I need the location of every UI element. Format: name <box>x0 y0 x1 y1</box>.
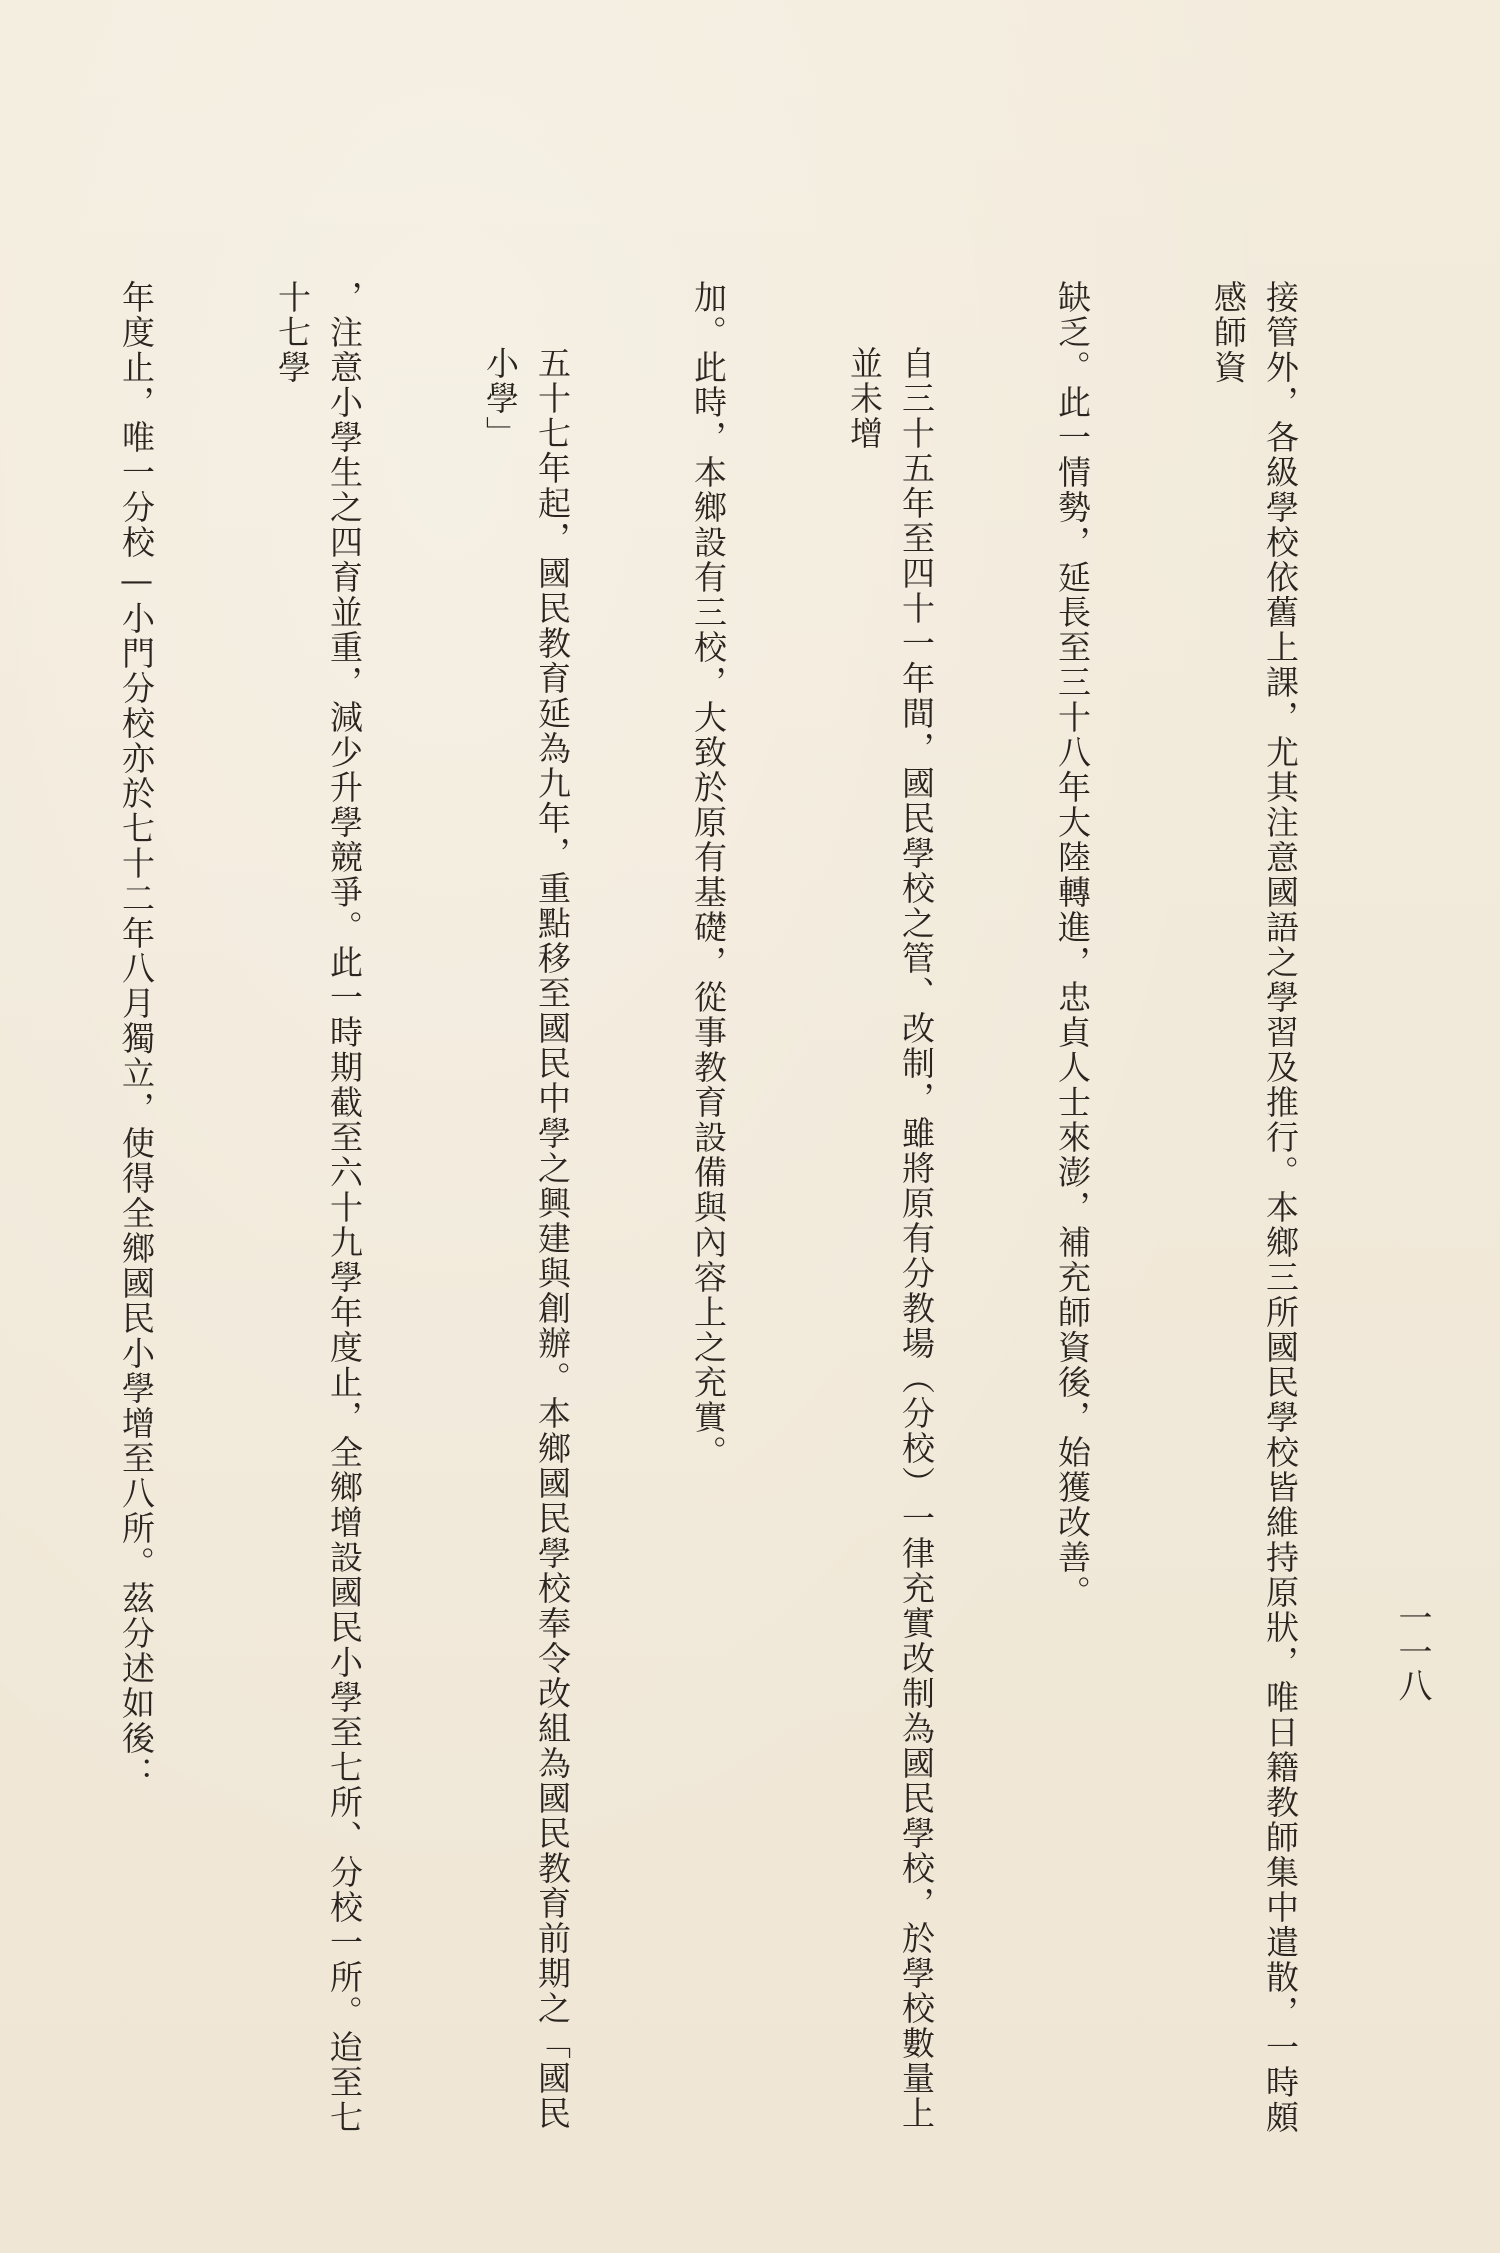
page-number: 一一八 <box>1392 1600 1432 1702</box>
text-line: 五十七年起，國民教育延為九年，重點移至國民中學之興建與創辦。本鄉國民學校奉令改組為國民教育前期之「國民小學」 <box>481 346 572 2131</box>
text-line: 缺乏。此一情勢，延長至三十八年大陸轉進，忠貞人士來澎，補充師資後，始獲改善。 <box>1053 280 1092 1610</box>
text-line: 自三十五年至四十一年間，國民學校之管、改制，雖將原有分教場（分校）一律充實改制為國民學校，於學校數量上並未增 <box>845 346 936 2131</box>
text-line: 接管外，各級學校依舊上課，尤其注意國語之學習及推行。本鄉三所國民學校皆維持原狀，唯日籍教師集中遣散，一時頗感師資 <box>1209 280 1300 2135</box>
text-line: 年度止，唯一分校—小門分校亦於七十二年八月獨立，使得全鄉國民小學增至八所。茲分述如後： <box>117 280 156 1791</box>
text-line: ，注意小學生之四育並重，減少升學競爭。此一時期截至六十九學年度止，全鄉增設國民小學至七所、分校一所。迨至七十七學 <box>273 280 364 2135</box>
text-line: 加。此時，本鄉設有三校，大致於原有基礎，從事教育設備與內容上之充實。 <box>689 280 728 1470</box>
section-heading <box>0 280 6 2160</box>
vertical-text-body <box>90 280 1410 2160</box>
